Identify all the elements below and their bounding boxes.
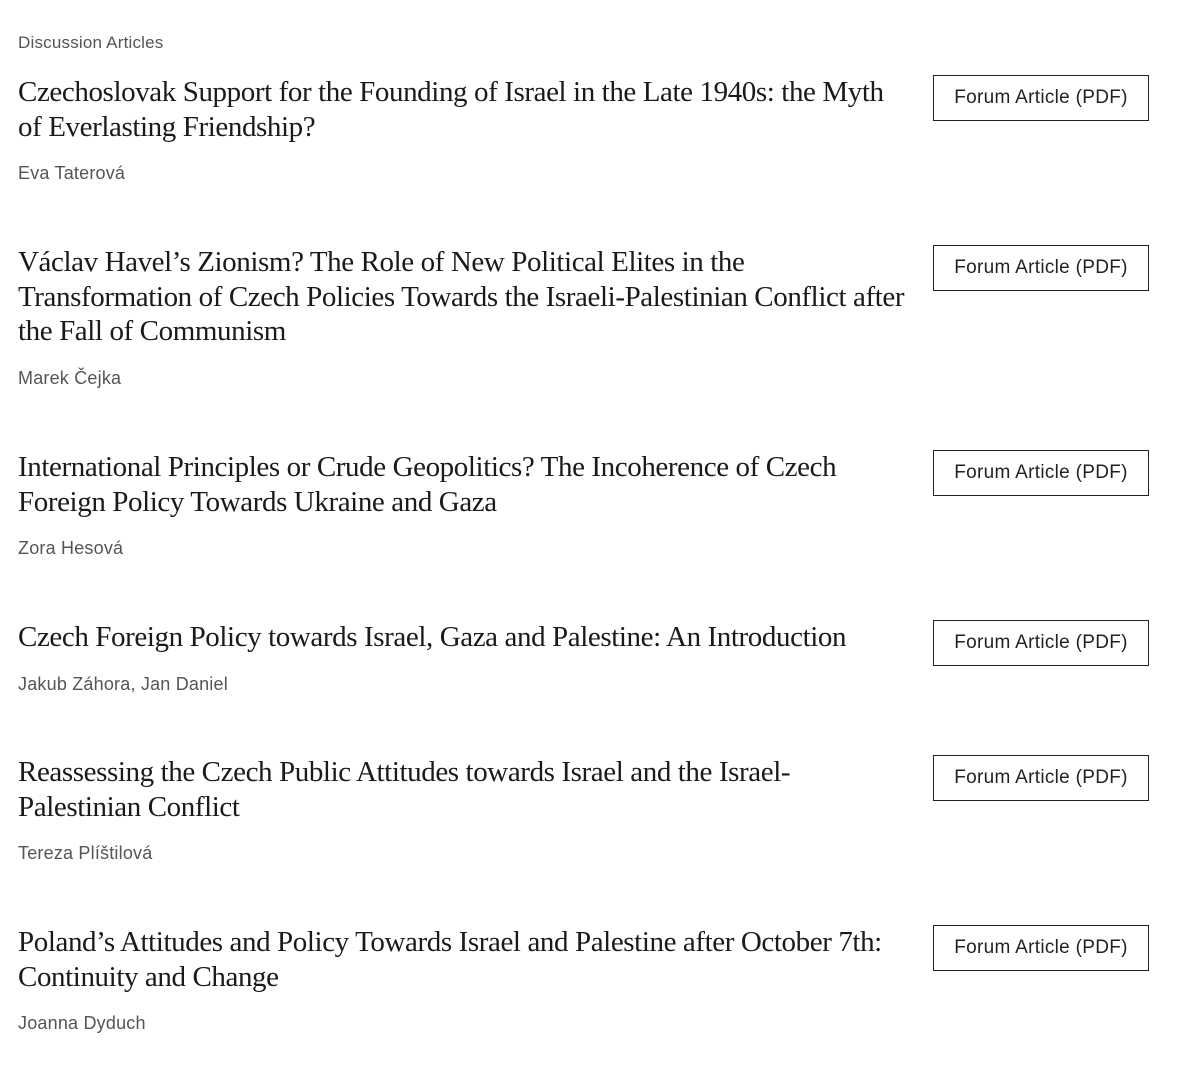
section-heading: Discussion Articles — [18, 33, 164, 52]
forum-article-pdf-button[interactable]: Forum Article (PDF) — [933, 620, 1149, 666]
forum-article-pdf-button[interactable]: Forum Article (PDF) — [933, 75, 1149, 121]
article-authors: Tereza Plíštilová — [18, 843, 153, 863]
article-authors: Jakub Záhora, Jan Daniel — [18, 674, 228, 694]
article-authors: Zora Hesová — [18, 538, 124, 558]
article-title-link[interactable]: International Principles or Crude Geopolitics? The Incoherence of Czech Foreign Policy Towards Ukraine and Gaza — [18, 451, 837, 518]
forum-article-pdf-button[interactable]: Forum Article (PDF) — [933, 755, 1149, 801]
forum-article-pdf-button[interactable]: Forum Article (PDF) — [933, 925, 1149, 971]
article-title-link[interactable]: Václav Havel’s Zionism? The Role of New Political Elites in the Transformation of Czech Policies Towards the Israeli-Palestinian Conflict after the Fall of Communism — [18, 246, 905, 347]
article-authors: Eva Taterová — [18, 163, 126, 183]
article-authors: Marek Čejka — [18, 368, 122, 388]
forum-article-pdf-button[interactable]: Forum Article (PDF) — [933, 450, 1149, 496]
article-title-link[interactable]: Czechoslovak Support for the Founding of Israel in the Late 1940s: the Myth of Everlasting Friendship? — [18, 76, 884, 143]
article-title-link[interactable]: Reassessing the Czech Public Attitudes towards Israel and the Israel-Palestinian Conflict — [18, 756, 791, 823]
article-title-link[interactable]: Czech Foreign Policy towards Israel, Gaza and Palestine: An Introduction — [18, 621, 847, 653]
article-authors: Joanna Dyduch — [18, 1013, 146, 1033]
article-title-link[interactable]: Poland’s Attitudes and Policy Towards Israel and Palestine after October 7th: Continuity and Change — [18, 926, 882, 993]
forum-article-pdf-button[interactable]: Forum Article (PDF) — [933, 245, 1149, 291]
